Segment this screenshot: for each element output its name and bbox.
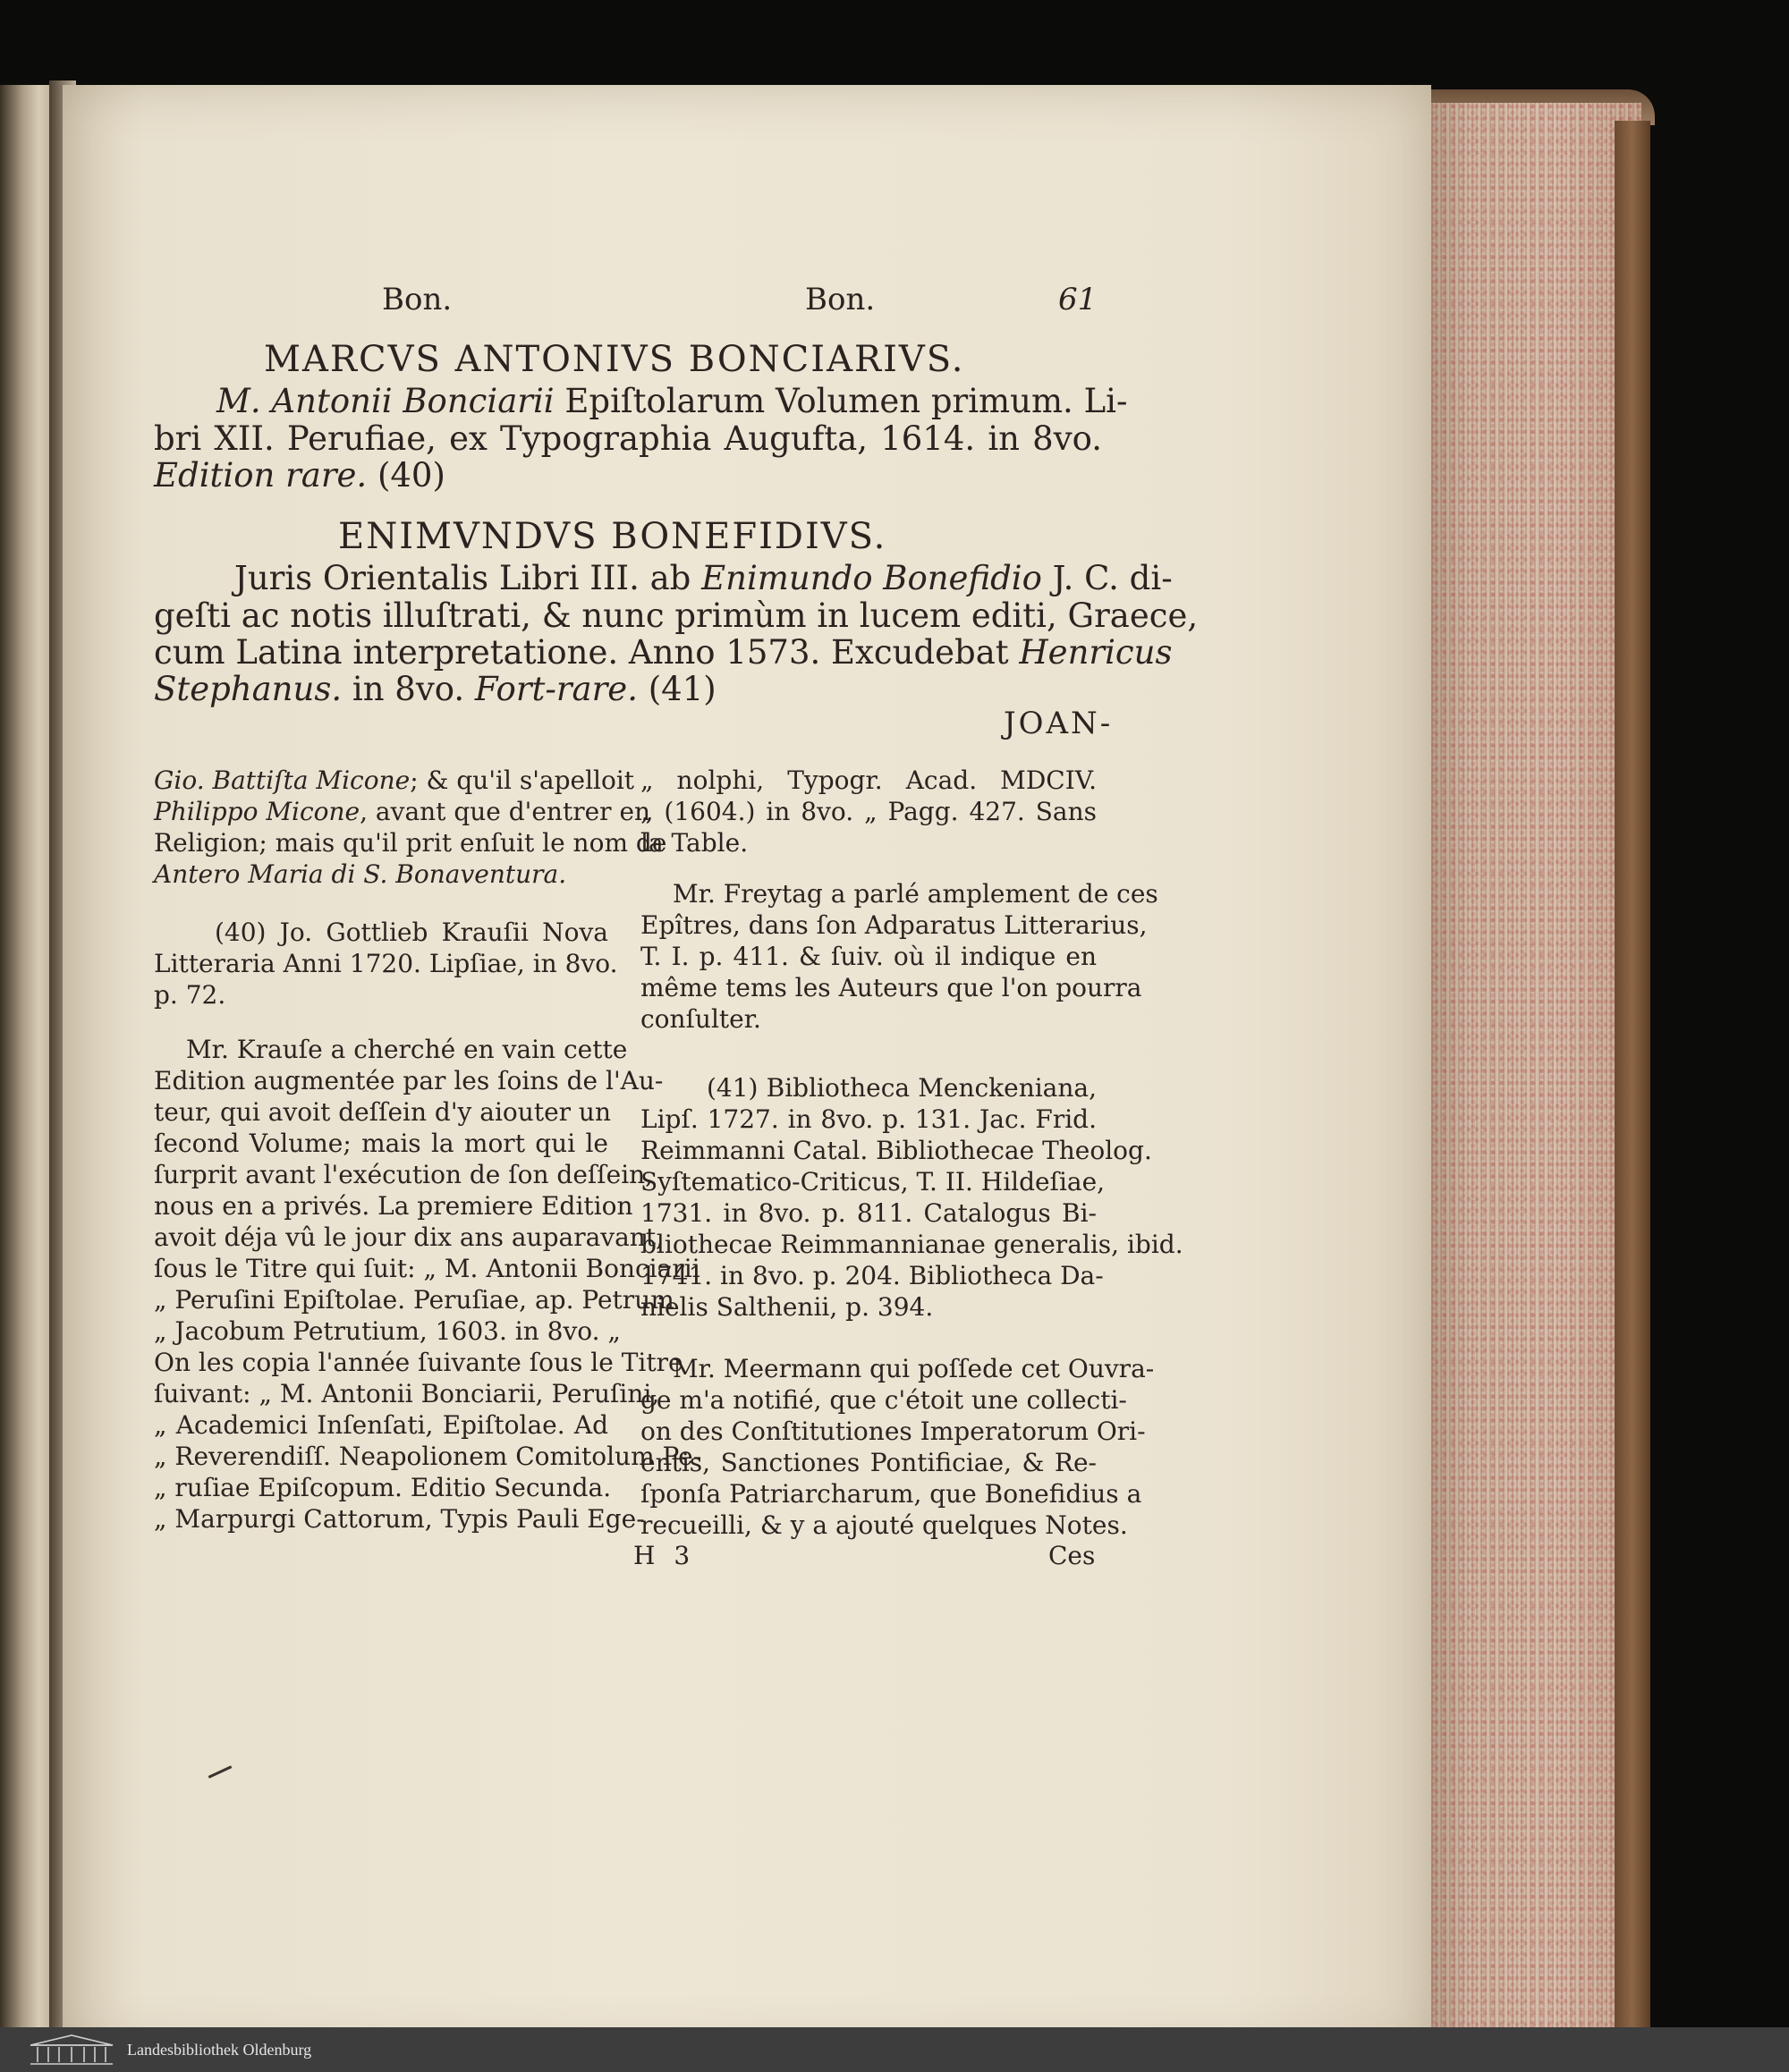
entry-heading-bonefidius: ENIMVNDVS BONEFIDIVS.	[338, 516, 887, 557]
footnote-right-para-2: Mr. Freytag a parlé amplement de ces Epîtres, dans ſon Adparatus Litterarius, T. I. p. 411. & ſuiv. où il indique en même tems les Auteurs que l'on pourra conſulter.	[640, 879, 1158, 1034]
footnote-column-right	[640, 765, 1183, 1541]
signature-mark: H 3	[633, 1541, 696, 1570]
book-fore-edge	[1427, 103, 1641, 2027]
library-name: Landesbibliothek Oldenburg	[127, 2040, 312, 2059]
library-footer-bar	[0, 2027, 1789, 2072]
running-head-left: Bon.	[382, 282, 453, 317]
entry-heading-bonciarius: MARCVS ANTONIVS BONCIARIVS.	[264, 339, 965, 380]
running-head-center: Bon.	[805, 282, 876, 317]
entry1-line-3: Edition rare. (40)	[154, 456, 445, 495]
catchword-bottom: Ces	[1048, 1541, 1096, 1570]
book-cover-board	[1615, 121, 1650, 2027]
library-building-icon	[27, 2033, 116, 2067]
footnote-right-para-1: „ nolphi, Typogr. Acad. MDCIV. „ (1604.) in 8vo. „ Pagg. 427. Sans la Table.	[640, 765, 1097, 858]
entry2-line-2: geſti ac notis illuſtrati, & nunc primùm in lucem editi, Graece,	[154, 596, 1199, 635]
footnote-left-para-1: Gio. Battiſta Micone; & qu'il s'apelloit Philippo Micone, avant que d'entrer en Religion; mais qu'il prit enſuit le nom de Antero Maria di S. Bonaventura.	[154, 765, 667, 889]
entry2-line-4: Stephanus. in 8vo. Fort-rare. (41)	[154, 670, 716, 708]
entry1-line-1: M. Antonii Bonciarii Epiſtolarum Volumen primum. Li-	[216, 382, 1128, 420]
previous-page-edge	[0, 85, 55, 2027]
page-number: 61	[1058, 282, 1098, 317]
entry1-line-2: bri XII. Perufiae, ex Typographia Augufta, 1614. in 8vo.	[154, 419, 1102, 458]
footnote-40: (40) Jo. Gottlieb Krauſii Nova Litteraria Anni 1720. Lipſiae, in 8vo. p. 72.	[154, 918, 618, 1010]
catchword-top: JOAN-	[1004, 706, 1114, 741]
footnote-right-para-4: Mr. Meermann qui poſſede cet Ouvra- ge m'a notifié, que c'étoit une collecti- on des Conſtitutiones Imperatorum Ori- entis, Sanctiones Pontificiae, & Re- ſponſa Patriarcharum, que Bonefidius a recueilli, & y a ajouté quelques Notes.	[640, 1354, 1155, 1540]
footnote-column-left	[154, 765, 702, 1535]
entry2-line-3: cum Latina interpretatione. Anno 1573. Excudebat Henricus	[154, 633, 1173, 672]
footnote-41: (41) Bibliotheca Menckeniana, Lipſ. 1727. in 8vo. p. 131. Jac. Frid. Reimmanni Catal. Bibliothecae Theolog. Syſtematico-Criticus, T. II. Hildeſiae, 1731. in 8vo. p. 811. Catalogus Bi- bliothecae Reimmannianae generalis, ibid. 1741. in 8vo. p. 204. Bibliotheca Da- nielis Salthenii, p. 394.	[640, 1073, 1183, 1322]
footnote-left-para-3: Mr. Krauſe a cherché en vain cette Edition augmentée par les ſoins de l'Au- teur, qui avoit deſſein d'y aiouter un ſecond Volume; mais la mort qui le ſurprit avant l'exécution de ſon deſſein, nous en a privés. La premiere Edition avoit déja vû le jour dix ans auparavant, ſous le Titre qui ſuit: „ M. Antonii Bonciarii „ Peruſini Epiſtolae. Peruſiae, ap. Petrum „ Jacobum Petrutium, 1603. in 8vo. „ On les copia l'année ſuivante ſous le Titre ſuivant: „ M. Antonii Bonciarii, Peruſini, „ Academici Inſenſati, Epiſtolae. Ad „ Reverendiſſ. Neapolionem Comitolum Pe- „ ruſiae Epiſcopum. Editio Secunda. „ Marpurgi Cattorum, Typis Pauli Ege-	[154, 1035, 702, 1534]
entry2-line-1: Juris Orientalis Libri III. ab Enimundo Bonefidio J. C. di-	[234, 559, 1173, 597]
